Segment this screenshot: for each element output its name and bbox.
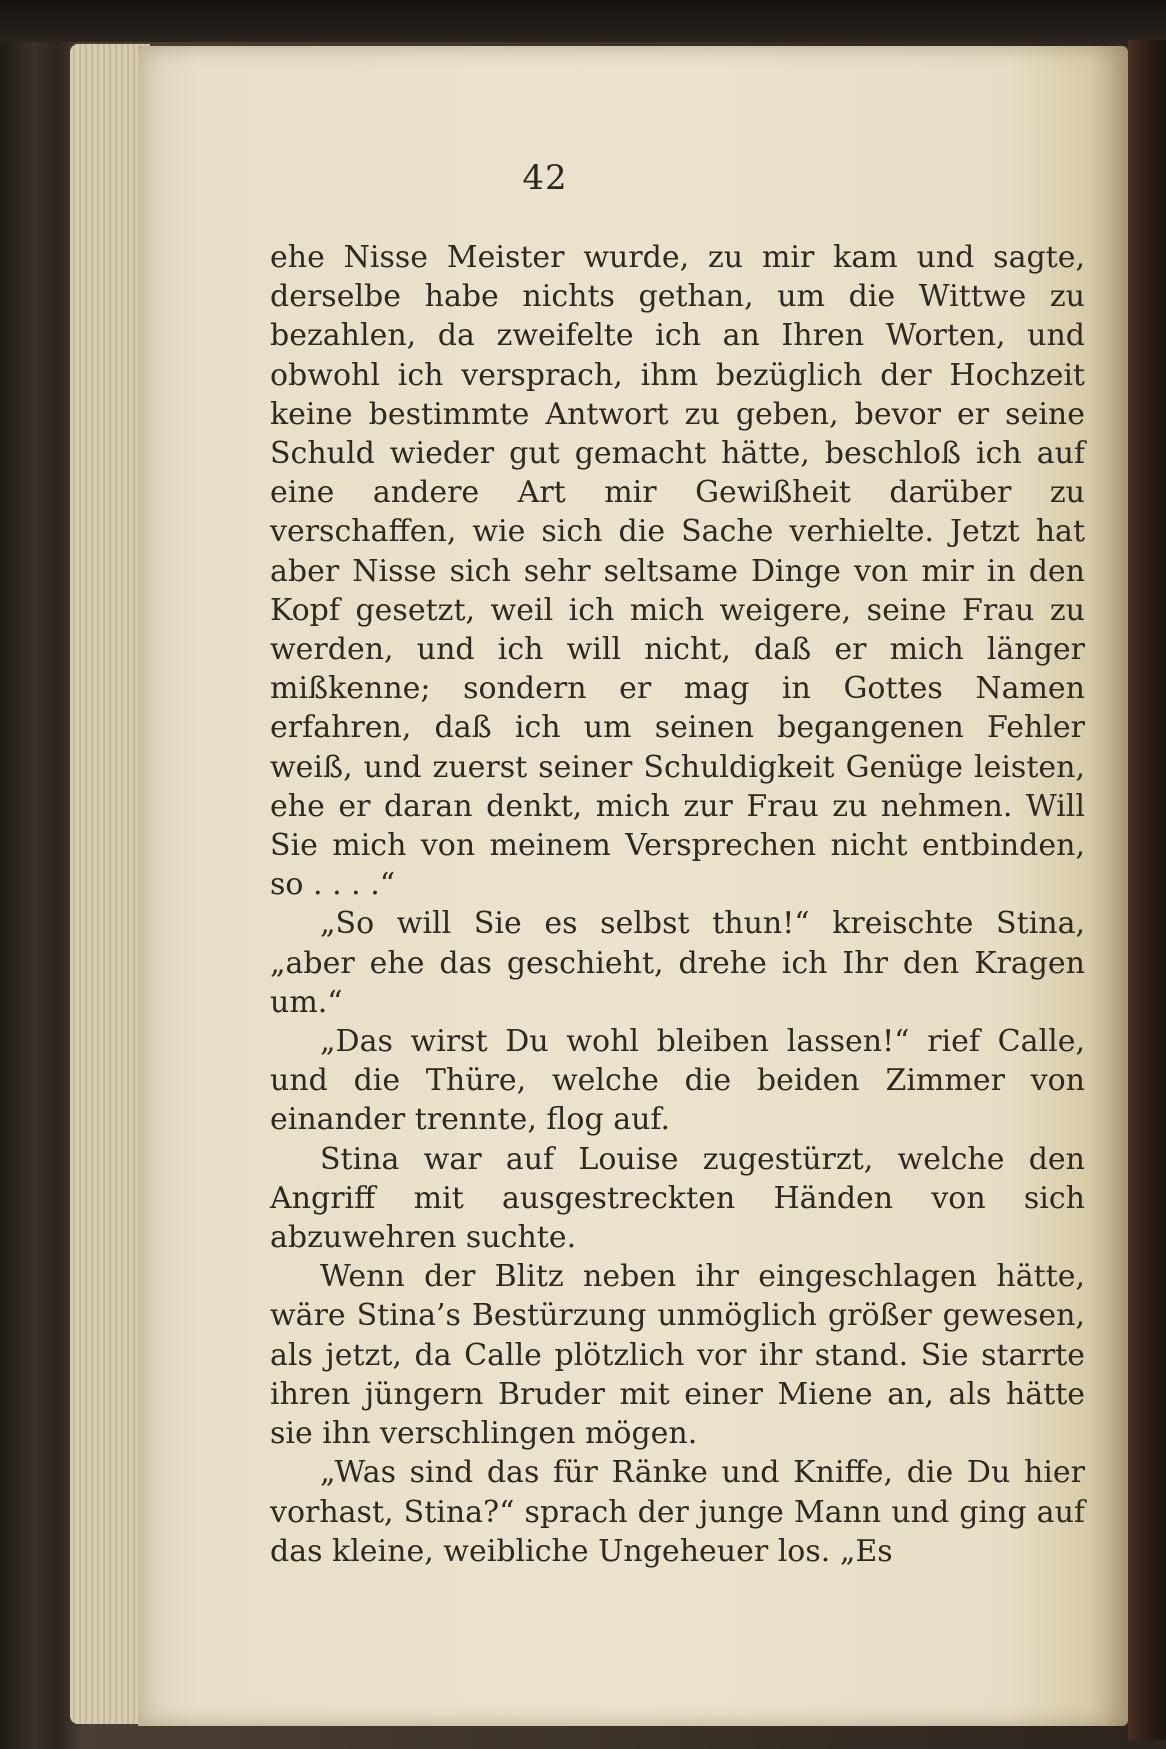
page-number: 42: [522, 158, 568, 198]
paragraph: „Das wirst Du wohl bleiben lassen!“ rief Calle, und die Thüre, welche die beiden Zimmer von einander trennte, flog auf.: [270, 1024, 1085, 1138]
page-body-text: [270, 238, 1085, 1571]
paragraph: „Was sind das für Ränke und Kniffe, die Du hier vorhast, Stina?“ sprach der junge Mann und ging auf das kleine, weibliche Ungeheuer los. „Es: [270, 1455, 1085, 1569]
book-cover-top-edge: [0, 0, 1166, 42]
paragraph-continuation: ehe Nisse Meister wurde, zu mir kam und sagte, derselbe habe nichts gethan, um die Wittwe zu bezahlen, da zweifelte ich an Ihren Worten, und obwohl ich versprach, ihm bezüglich der Hochzeit keine bestimmte Antwort zu geben, bevor er seine Schuld wieder gut gemacht hätte, beschloß ich auf eine andere Art mir Gewißheit darüber zu verschaffen, wie sich die Sache verhielte. Jetzt hat aber Nisse sich sehr seltsame Dinge von mir in den Kopf gesetzt, weil ich mich weigere, seine Frau zu werden, und ich will nicht, daß er mich länger mißkenne; sondern er mag in Gottes Namen erfahren, daß ich um seinen begangenen Fehler weiß, und zuerst seiner Schuldigkeit Genüge leisten, ehe er daran denkt, mich zur Frau zu nehmen. Will Sie mich von meinem Versprechen nicht entbinden, so . . . .“: [270, 240, 1085, 903]
paragraph: Wenn der Blitz neben ihr eingeschlagen hätte, wäre Stina’s Bestürzung unmöglich größer gewesen, als jetzt, da Calle plötzlich vor ihr stand. Sie starrte ihren jüngern Bruder mit einer Miene an, als hätte sie ihn verschlingen mögen.: [270, 1259, 1085, 1452]
paragraph: „So will Sie es selbst thun!“ kreischte Stina, „aber ehe das geschieht, drehe ich Ihr den Kragen um.“: [270, 906, 1085, 1020]
paragraph: Stina war auf Louise zugestürzt, welche den Angriff mit ausgestreckten Händen von sich abzuwehren suchte.: [270, 1141, 1085, 1256]
book-spine-right: [1128, 40, 1166, 1740]
